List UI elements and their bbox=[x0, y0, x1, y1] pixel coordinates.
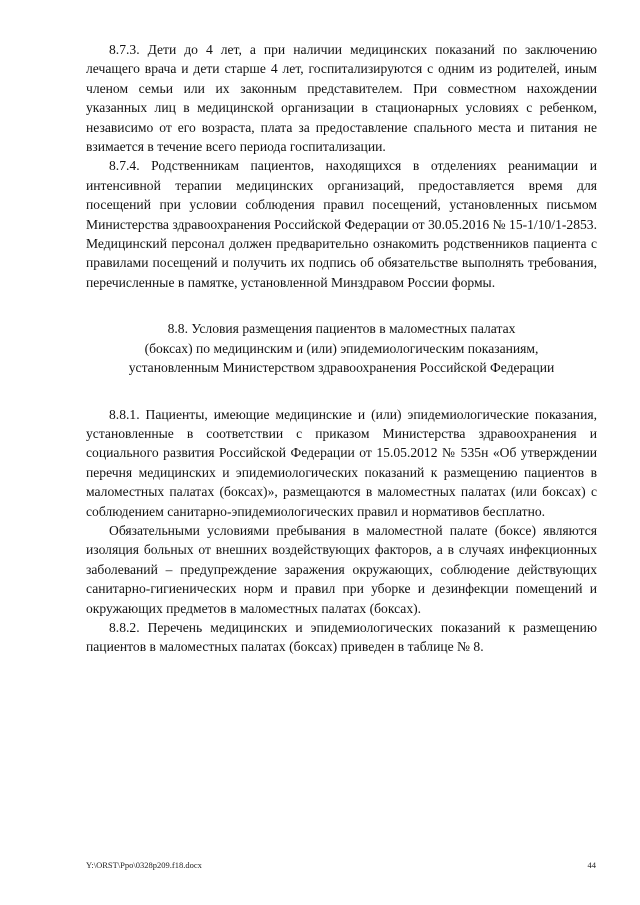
paragraph-8-7-4: 8.7.4. Родственникам пациентов, находящихся в отделениях реанимации и интенсивной терапии медицинских организаций, предоставляется время для посещений при условии соблюдения правил посещений, установленных письмом Министерства здравоохранения Российской Федерации от 30.05.2016 № 15-1/10/1-2853. Медицинский персонал должен предварительно ознакомить родственников пациента с правилами посещений и получить их подпись об обязательстве выполнять требования, перечисленные в памятке, установленной Минздравом России формы. bbox=[86, 158, 597, 290]
document-body bbox=[86, 40, 597, 657]
section-title-line: (боксах) по медицинским и (или) эпидемиологическим показаниям, bbox=[144, 340, 539, 356]
section-title-line: установленным Министерством здравоохранения Российской Федерации bbox=[128, 360, 555, 376]
footer-page-number: 44 bbox=[587, 860, 596, 870]
paragraph-mandatory-conditions: Обязательными условиями пребывания в маломестной палате (боксе) являются изоляция больных от внешних воздействующих факторов, а в случаях инфекционных заболеваний – предупреждение заражения окружающих, соблюдение действующих санитарно-гигиенических норм и правил при уборке и дезинфекции помещений и окружающих предметов в маломестных палатах (боксах). bbox=[86, 522, 597, 616]
paragraph-8-8-1: 8.8.1. Пациенты, имеющие медицинские и (или) эпидемиологические показания, установленные в соответствии с приказом Министерства здравоохранения и социального развития Российской Федерации от 15.05.2012 № 535н «Об утверждении перечня медицинских и эпидемиологических показаний к размещению пациентов в маломестных палатах (боксах)», размещаются в маломестных палатах (или боксах) с соблюдением санитарно-эпидемиологических правил и нормативов бесплатно. bbox=[86, 406, 597, 519]
section-title-8-8 bbox=[86, 319, 597, 377]
section-title-line: 8.8. Условия размещения пациентов в маломестных палатах bbox=[167, 321, 516, 337]
paragraph-8-8-2: 8.8.2. Перечень медицинских и эпидемиологических показаний к размещению пациентов в маломестных палатах (боксах) приведен в таблице № 8. bbox=[86, 619, 597, 655]
paragraph-8-7-3: 8.7.3. Дети до 4 лет, а при наличии медицинских показаний по заключению лечащего врача и дети старше 4 лет, госпитализируются с одним из родителей, иным членом семьи или их законным представителем. При совместном нахождении указанных лиц в медицинской организации в стационарных условиях с ребенком, независимо от его возраста, плата за предоставление спального места и питания не взимается в течение всего периода госпитализации. bbox=[86, 42, 597, 155]
footer-file-path: Y:\ORST\Ppo\0328p209.f18.docx bbox=[86, 860, 202, 870]
